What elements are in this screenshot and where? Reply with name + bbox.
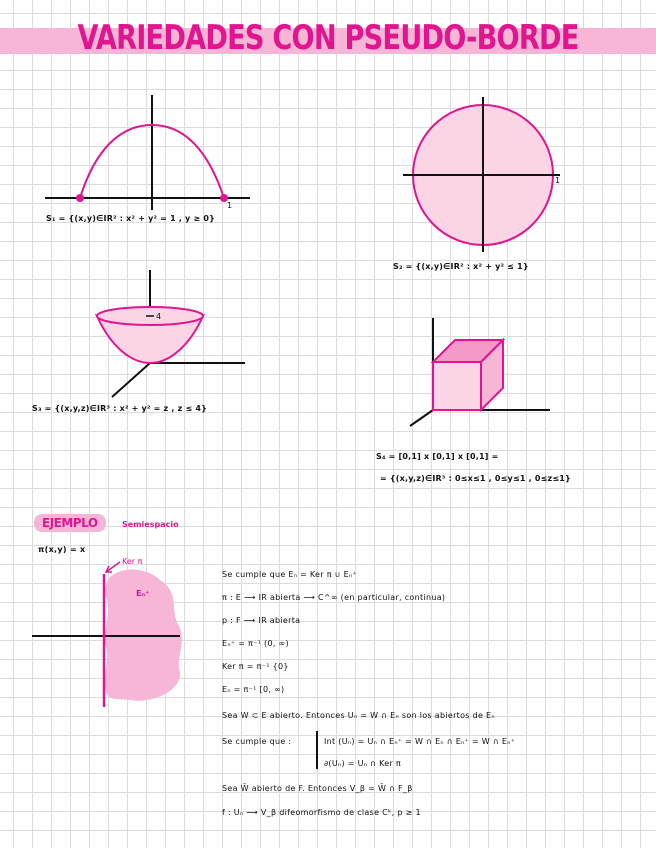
s4-cube-front [433, 362, 481, 410]
note-line: Sea W ⊂ E abierto. Entonces Uₙ = W ∩ Eₙ son los abiertos de Eₙ [222, 711, 495, 720]
note-line: Eₙ⁺ = π⁻¹ (0, ∞) [222, 639, 289, 648]
brace [316, 731, 318, 769]
figure-s4 [405, 318, 555, 443]
example-subtitle: Semiespacio [122, 520, 179, 529]
s3-caption: S₃ = {(x,y,z)∈IR³ : x² + y² = z , z ≤ 4} [32, 404, 208, 413]
s1-caption: S₁ = {(x,y)∈IR² : x² + y² = 1 , y ≥ 0} [46, 214, 215, 223]
figure-s3 [90, 265, 250, 400]
figure-s2 [398, 92, 568, 257]
s3-y-axis [112, 363, 150, 397]
ker-label: Ker π [122, 557, 143, 566]
s4-y-axis [410, 410, 433, 426]
s2-tick-label: 1 [555, 176, 561, 185]
s1-endpoint-left [76, 194, 84, 202]
example-function: π(x,y) = x [38, 545, 86, 554]
s1-tick-label: 1 [227, 201, 233, 210]
note-line: Se cumple que Eₙ = Ker π ∪ Eₙ⁺ [222, 570, 358, 579]
note-line: π : E ⟶ IR abierta ⟶ C^∞ (en particular, continua) [222, 593, 446, 602]
note-line: Sea W̄ abierto de F. Entonces V_β = W̄ ∩ F_β [222, 784, 413, 793]
note-line: Eₙ = π⁻¹ [0, ∞) [222, 685, 285, 694]
s4-caption-line2: = {(x,y,z)∈IR³ : 0≤x≤1 , 0≤y≤1 , 0≤z≤1} [380, 474, 571, 483]
note-line: Ker π = π⁻¹ {0} [222, 662, 289, 671]
page-title: VARIEDADES CON PSEUDO-BORDE [77, 18, 579, 58]
note-line: f : Uₙ ⟶ V_β difeomorfismo de clase Cᵏ, p ≥ 1 [222, 808, 421, 817]
example-badge: EJEMPLO [34, 514, 106, 532]
note-line: Se cumple que : [222, 737, 292, 746]
s2-caption: S₂ = {(x,y)∈IR² : x² + y² ≤ 1} [393, 262, 529, 271]
example-figure [30, 552, 195, 712]
note-line: ∂(Uₙ) = Uₙ ∩ Ker π [324, 759, 402, 768]
note-line: Int (Uₙ) = Uₙ ∩ Eₙ⁺ = W ∩ Eₙ ∩ Eₙ⁺ = W ∩ Eₙ⁺ [324, 737, 516, 746]
s4-caption-line1: S₄ = [0,1] x [0,1] x [0,1] = [376, 452, 499, 461]
half-space-label: Eₙ⁺ [136, 589, 150, 598]
note-line: p : F ⟶ IR abierta [222, 616, 301, 625]
s3-tick-label: 4 [156, 312, 162, 321]
figure-s1 [40, 90, 260, 215]
